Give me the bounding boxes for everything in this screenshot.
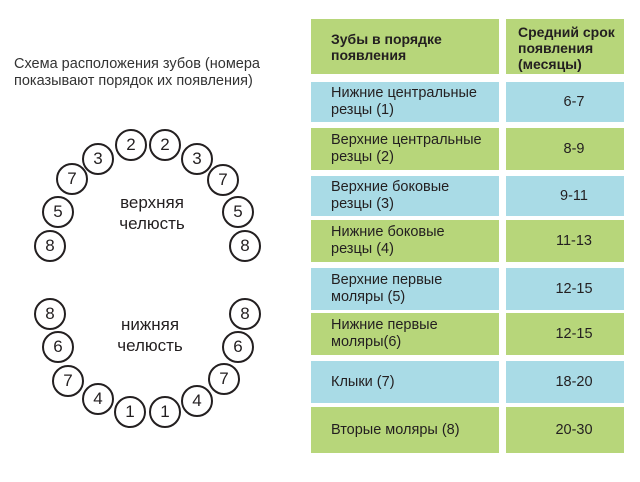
header-col1-line-1: Зубы в порядке (331, 30, 442, 47)
row-name-line-2: резцы (3) (331, 196, 394, 212)
lower-jaw-label-line-1: нижняя (120, 315, 180, 334)
row-name-line-1: Верхние центральные (331, 132, 482, 148)
row-name-line-1: Клыки (7) (331, 373, 395, 390)
header-col2-line-3: (месяцы) (518, 56, 582, 72)
lower-jaw-label-line-2: челюсть (117, 336, 183, 355)
upper-tooth: 2 (115, 129, 147, 161)
caption-line-2: показывают порядок их появления) (14, 73, 253, 89)
lower-tooth: 1 (114, 396, 146, 428)
lower-tooth: 4 (82, 383, 114, 415)
table-row-name (311, 268, 499, 310)
row-name-line-2: моляры (5) (331, 289, 406, 305)
upper-tooth: 3 (181, 143, 213, 175)
table-row-months: 20-30 (506, 407, 624, 453)
header-teeth-order (311, 19, 499, 74)
table-row-name (311, 220, 499, 262)
upper-tooth: 5 (42, 196, 74, 228)
upper-tooth: 8 (229, 230, 261, 262)
lower-tooth: 8 (229, 298, 261, 330)
row-name-line-1: Вторые моляры (8) (331, 421, 460, 438)
upper-tooth: 2 (149, 129, 181, 161)
lower-tooth: 1 (149, 396, 181, 428)
table-row-name (311, 82, 499, 122)
lower-tooth: 6 (42, 331, 74, 363)
row-name-line-2: резцы (1) (331, 102, 394, 118)
upper-jaw-label (100, 192, 204, 234)
lower-tooth: 8 (34, 298, 66, 330)
table-row-months: 6-7 (506, 82, 624, 122)
upper-tooth: 5 (222, 196, 254, 228)
upper-jaw-label-line-1: верхняя (120, 193, 184, 212)
row-name-line-1: Верхние первые (331, 272, 443, 288)
lower-tooth: 7 (208, 363, 240, 395)
table-row-months: 18-20 (506, 361, 624, 403)
table-row-name (311, 176, 499, 216)
row-name-line-1: Нижние боковые (331, 224, 445, 240)
row-name-line-2: резцы (4) (331, 241, 394, 257)
lower-tooth: 4 (181, 385, 213, 417)
lower-jaw-label (96, 314, 204, 356)
upper-tooth: 3 (82, 143, 114, 175)
upper-jaw-label-line-2: челюсть (119, 214, 185, 233)
table-row-months: 12-15 (506, 268, 624, 310)
row-name-line-1: Нижние центральные (331, 85, 477, 101)
upper-tooth: 7 (207, 164, 239, 196)
header-col2-line-1: Средний срок (518, 24, 615, 40)
table-row-name (311, 128, 499, 170)
upper-tooth: 8 (34, 230, 66, 262)
table-row-name (311, 313, 499, 355)
table-row-name (311, 361, 499, 403)
caption-line-1: Схема расположения зубов (номера (14, 56, 260, 72)
upper-tooth: 7 (56, 163, 88, 195)
row-name-line-2: моляры(6) (331, 334, 402, 350)
lower-tooth: 7 (52, 365, 84, 397)
header-col2-line-2: появления (518, 40, 594, 56)
lower-tooth: 6 (222, 331, 254, 363)
table-row-months: 8-9 (506, 128, 624, 170)
header-col1-line-2: появления (331, 46, 407, 63)
diagram-caption (14, 56, 304, 90)
header-average-time (506, 19, 624, 74)
table-row-name (311, 407, 499, 453)
table-row-months: 11-13 (506, 220, 624, 262)
row-name-line-1: Верхние боковые (331, 179, 450, 195)
row-name-line-1: Нижние первые (331, 317, 438, 333)
table-row-months: 9-11 (506, 176, 624, 216)
table-row-months: 12-15 (506, 313, 624, 355)
row-name-line-2: резцы (2) (331, 149, 394, 165)
